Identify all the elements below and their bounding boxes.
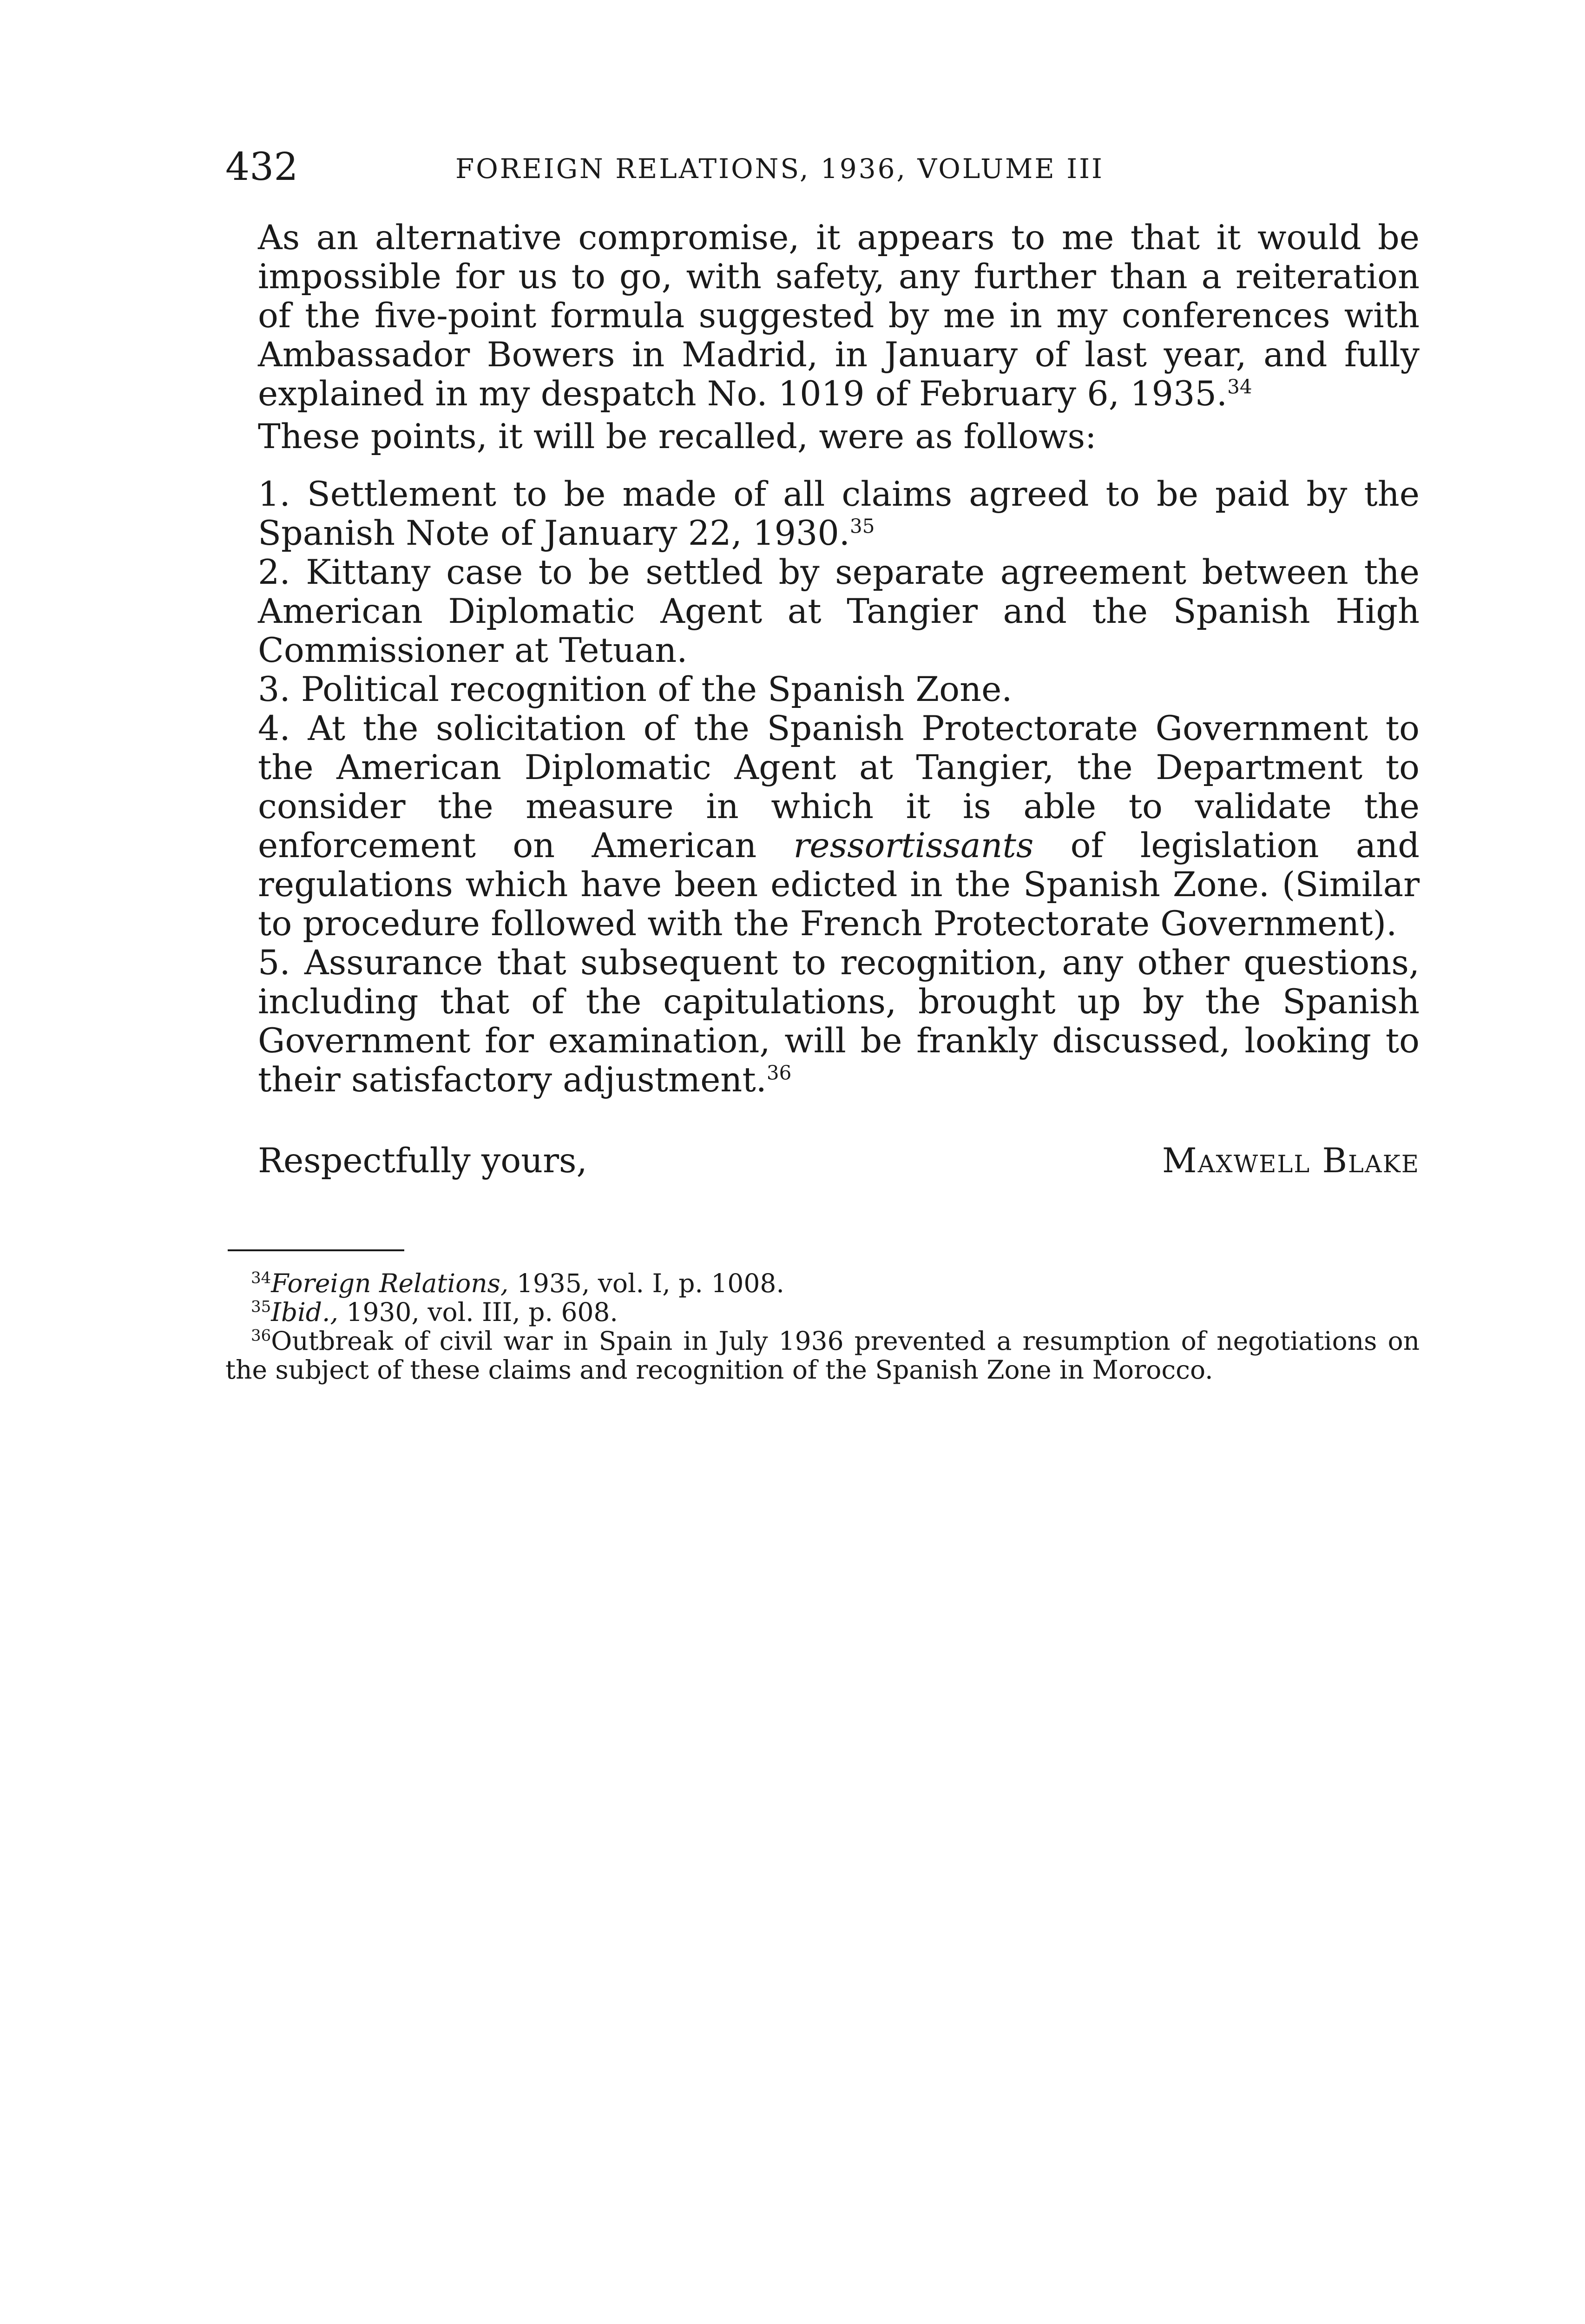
footnote-34 — [225, 1269, 1420, 1298]
footnote-text: Outbreak of civil war in Spain in July 1936 prevented a resumption of negotiations on the subject of these claims and recognition of the Spanish Zone in Morocco. — [225, 1326, 1420, 1385]
point-4 — [258, 709, 1420, 944]
point-4-text-before: 4. At the solicitation of the Spanish Protectorate Government to the American Diplomatic Agent at Tangier, the Department to consider the measure in which it is able to validate the enforcement on American — [258, 709, 1420, 865]
footnote-ref-34: 34 — [1227, 375, 1252, 398]
intro-paragraph-text: As an alternative compromise, it appears to me that it would be impossible for us to go, with safety, any further than a reiteration of the five-point formula suggested by me in my conferences with Ambassador Bowers in Madrid, in January of last year, and fully explained in my despatch No. 1019 of February 6, 1935. — [258, 218, 1420, 414]
point-2: 2. Kittany case to be settled by separate agreement between the American Diplomatic Agent at Tangier and the Spanish High Commissioner at Tetuan. — [258, 553, 1420, 670]
footnote-35 — [225, 1298, 1420, 1327]
footnote-mark: 35 — [251, 1297, 271, 1316]
point-1-text: 1. Settlement to be made of all claims agreed to be paid by the Spanish Note of January 22, 1930. — [258, 475, 1420, 553]
page-header — [225, 142, 1427, 193]
signature-name: Maxwell Blake — [1162, 1141, 1420, 1181]
point-3: 3. Political recognition of the Spanish Zone. — [258, 670, 1013, 709]
point-5-text: 5. Assurance that subsequent to recognition, any other questions, including that of the capitulations, brought up by the Spanish Government for examination, will be frankly discussed, looking to their satisfactory adjustment. — [258, 943, 1420, 1100]
footnote-text: 1930, vol. III, p. 608. — [346, 1297, 618, 1327]
footnote-mark: 34 — [251, 1268, 271, 1287]
footnote-italic: Foreign Relations, — [271, 1268, 509, 1298]
point-4-italic-term: ressortissants — [793, 826, 1034, 865]
running-title: FOREIGN RELATIONS, 1936, VOLUME III — [455, 153, 1104, 185]
points-lead-in: These points, it will be recalled, were as follows: — [258, 417, 1097, 456]
footnote-36 — [225, 1327, 1420, 1384]
footnote-italic: Ibid., — [271, 1297, 338, 1327]
footnote-ref-36: 36 — [766, 1061, 792, 1084]
footnote-text: 1935, vol. I, p. 1008. — [516, 1268, 784, 1298]
footnote-ref-35: 35 — [850, 515, 875, 538]
footnotes — [225, 1269, 1420, 1384]
footnote-divider — [228, 1249, 404, 1251]
signoff — [258, 1142, 1420, 1188]
footnote-mark: 36 — [251, 1326, 271, 1345]
point-1 — [258, 475, 1420, 553]
point-4-text-after: of legislation and regulations which have been edicted in the Spanish Zone. (Similar to procedure followed with the French Protectorate Government). — [258, 826, 1420, 944]
main-text — [258, 218, 1420, 1188]
point-5 — [258, 944, 1420, 1100]
page-number: 432 — [225, 145, 298, 189]
points-list — [258, 475, 1420, 1100]
closing-salutation: Respectfully yours, — [258, 1141, 587, 1181]
intro-paragraph — [258, 218, 1420, 414]
